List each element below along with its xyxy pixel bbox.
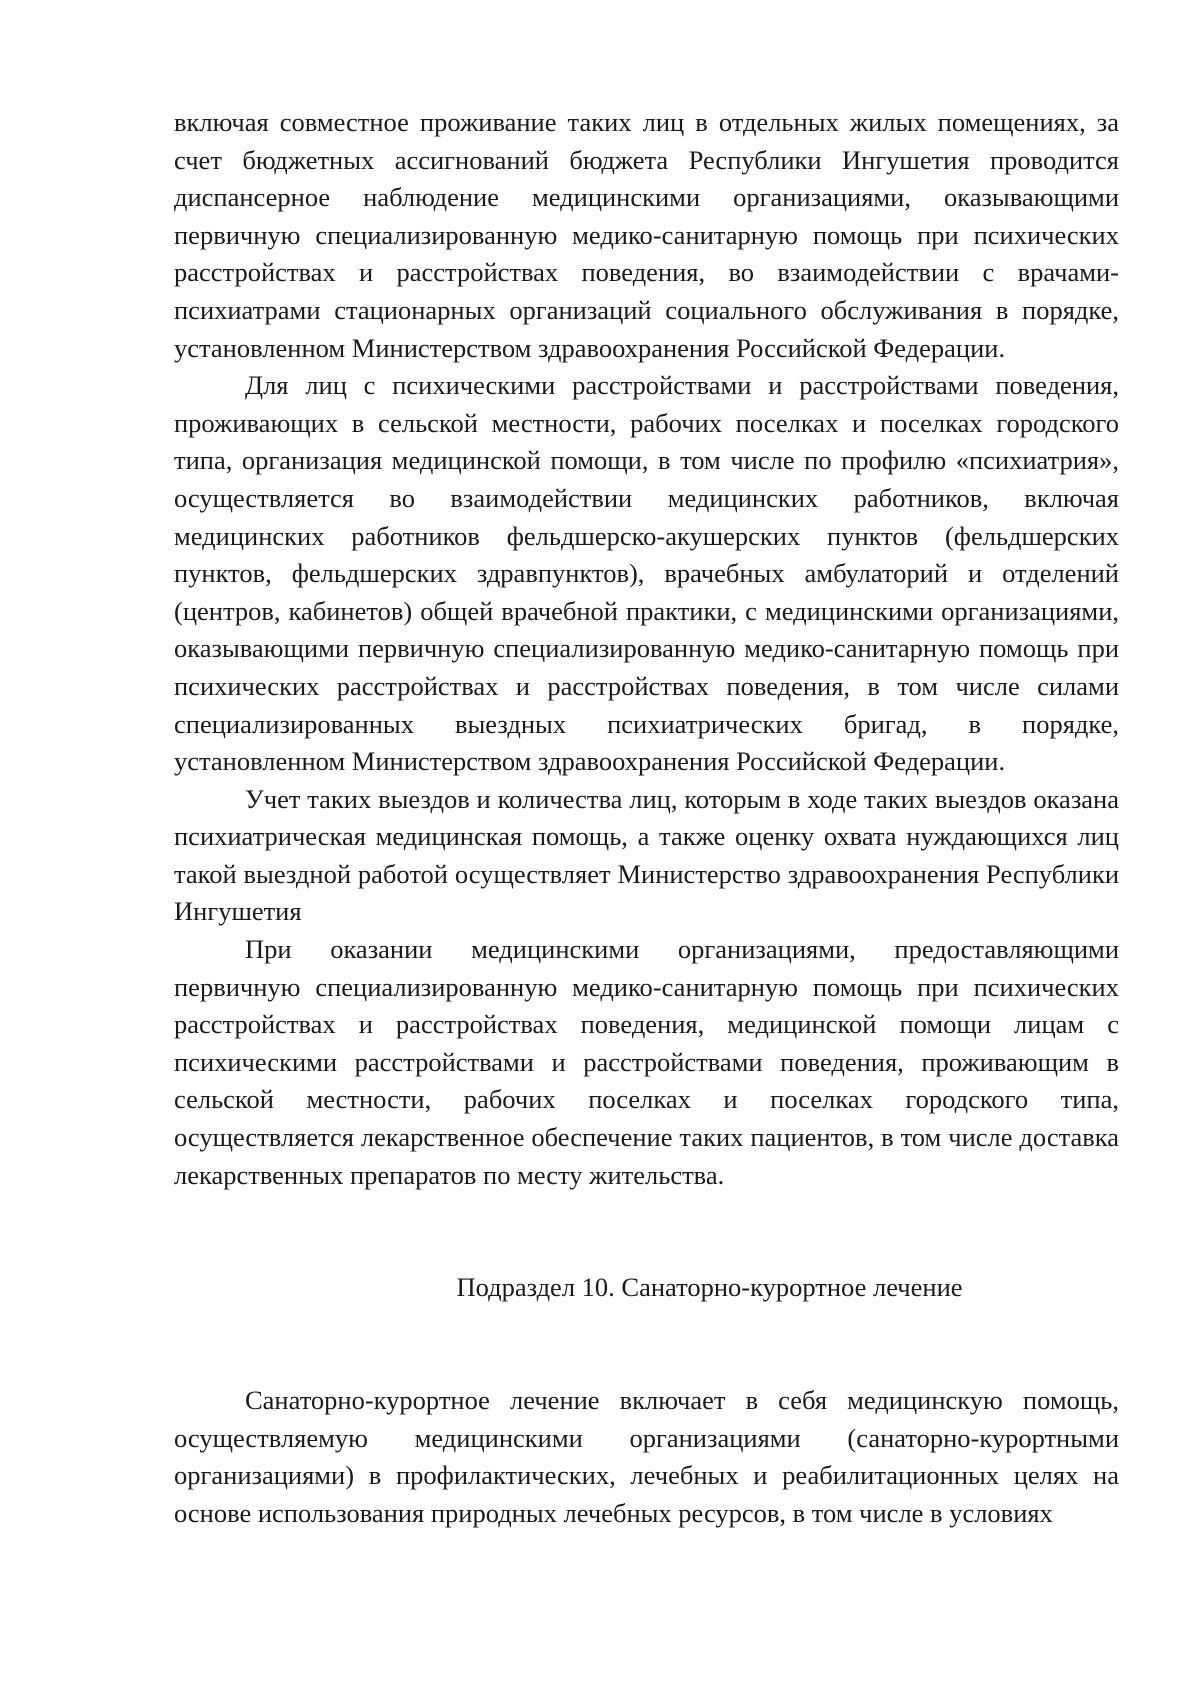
paragraph-rural-psychiatric-care: Для лиц с психическими расстройствами и расстройствами поведения, проживающих в сельской местности, рабочих поселках и поселках городского типа, организация медицинской помощи, в том числе по профилю «психиатрия», осуществляется во взаимодействии медицинских работников, включая медицинских работников фельдшерско-акушерских пунктов (фельдшерских пунктов, фельдшерских здравпунктов), врачебных амбулаторий и отделений (центров, кабинетов) общей врачебной практики, с медицинскими организациями, оказывающими первичную специализированную медико-санитарную помощь при психических расстройствах и расстройствах поведения, в том числе силами специализированных выездных психиатрических бригад, в порядке, установленном Министерством здравоохранения Российской Федерации.	[174, 370, 1119, 777]
section-heading-container	[174, 1194, 1119, 1382]
paragraph-visits-accounting: Учет таких выездов и количества лиц, которым в ходе таких выездов оказана психиатрическая медицинская помощь, а также оценку охвата нуждающихся лиц такой выездной работой осуществляет Министерство здравоохранения Республики Ингушетия	[174, 783, 1119, 927]
paragraph-continuation: включая совместное проживание таких лиц в отдельных жилых помещениях, за счет бюджетных ассигнований бюджета Республики Ингушетия проводится диспансерное наблюдение медицинскими организациями, оказывающими первичную специализированную медико-санитарную помощь при психических расстройствах и расстройствах поведения, во взаимодействии с врачами-психиатрами стационарных организаций социального обслуживания в порядке, установленном Министерством здравоохранения Российской Федерации.	[174, 107, 1119, 363]
paragraph-sanatorium-treatment: Санаторно-курортное лечение включает в себя медицинскую помощь, осуществляемую медицинскими организациями (санаторно-курортными организациями) в профилактических, лечебных и реабилитационных целях на основе использования природных лечебных ресурсов, в том числе в условиях	[174, 1385, 1119, 1528]
section-heading: Подраздел 10. Санаторно-курортное лечение	[456, 1272, 963, 1303]
paragraph-drug-provision: При оказании медицинскими организациями, предоставляющими первичную специализированную медико-санитарную помощь при психических расстройствах и расстройствах поведения, медицинской помощи лицам с психическими расстройствами и расстройствами поведения, проживающим в сельской местности, рабочих поселках и поселках городского типа, осуществляется лекарственное обеспечение таких пациентов, в том числе доставка лекарственных препаратов по месту жительства.	[174, 934, 1119, 1190]
document-page	[174, 104, 1119, 1533]
